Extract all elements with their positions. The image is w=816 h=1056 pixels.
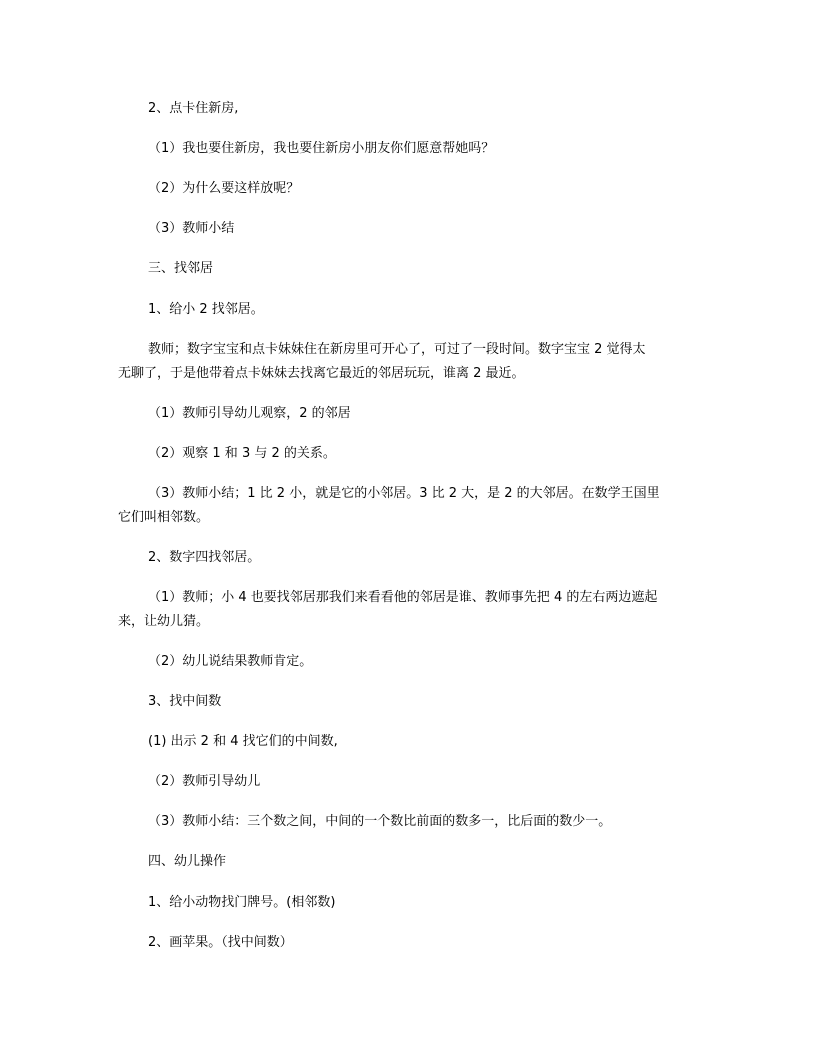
text-line: 3、找中间数 — [148, 694, 222, 709]
text-line: 它们叫相邻数。 — [118, 510, 210, 525]
text-line: （2）幼儿说结果教师肯定。 — [148, 654, 313, 669]
text-line: 教师；数字宝宝和点卡妹妹住在新房里可开心了，可过了一段时间。数字宝宝 2 觉得太 — [148, 342, 646, 357]
text-line: （1）我也要住新房，我也要住新房小朋友你们愿意帮她吗？ — [148, 141, 495, 156]
text-line: (1) 出示 2 和 4 找它们的中间数, — [148, 734, 338, 749]
text-line: 1、给小动物找门牌号。(相邻数) — [148, 895, 336, 910]
text-line: 来，让幼儿猜。 — [118, 614, 210, 629]
text-line: （1）教师引导幼儿观察，2 的邻居 — [148, 406, 351, 421]
text-line: 2、数字四找邻居。 — [148, 550, 261, 565]
text-line: （2）教师引导幼儿 — [148, 774, 261, 789]
text-line: （2）为什么要这样放呢？ — [148, 181, 300, 196]
text-line: （1）教师；小 4 也要找邻居那我们来看看他的邻居是谁、教师事先把 4 的左右两边遮起 — [148, 590, 658, 605]
section-heading: 三、找邻居 — [148, 261, 214, 276]
text-line: 2、画苹果。（找中间数） — [148, 935, 293, 950]
text-line: （2）观察 1 和 3 与 2 的关系。 — [148, 446, 336, 461]
text-line: 1、给小 2 找邻居。 — [148, 302, 264, 317]
section-heading: 四、幼儿操作 — [148, 854, 227, 869]
text-line: （3）教师小结；1 比 2 小，就是它的小邻居。3 比 2 大，是 2 的大邻居。在数学王国里 — [148, 486, 660, 501]
text-line: 2、点卡住新房, — [148, 101, 239, 116]
text-line: （3）教师小结：三个数之间，中间的一个数比前面的数多一，比后面的数少一。 — [148, 814, 612, 829]
text-line: （3）教师小结 — [148, 221, 235, 236]
text-line: 无聊了，于是他带着点卡妹妹去找离它最近的邻居玩玩，谁离 2 最近。 — [118, 366, 525, 381]
